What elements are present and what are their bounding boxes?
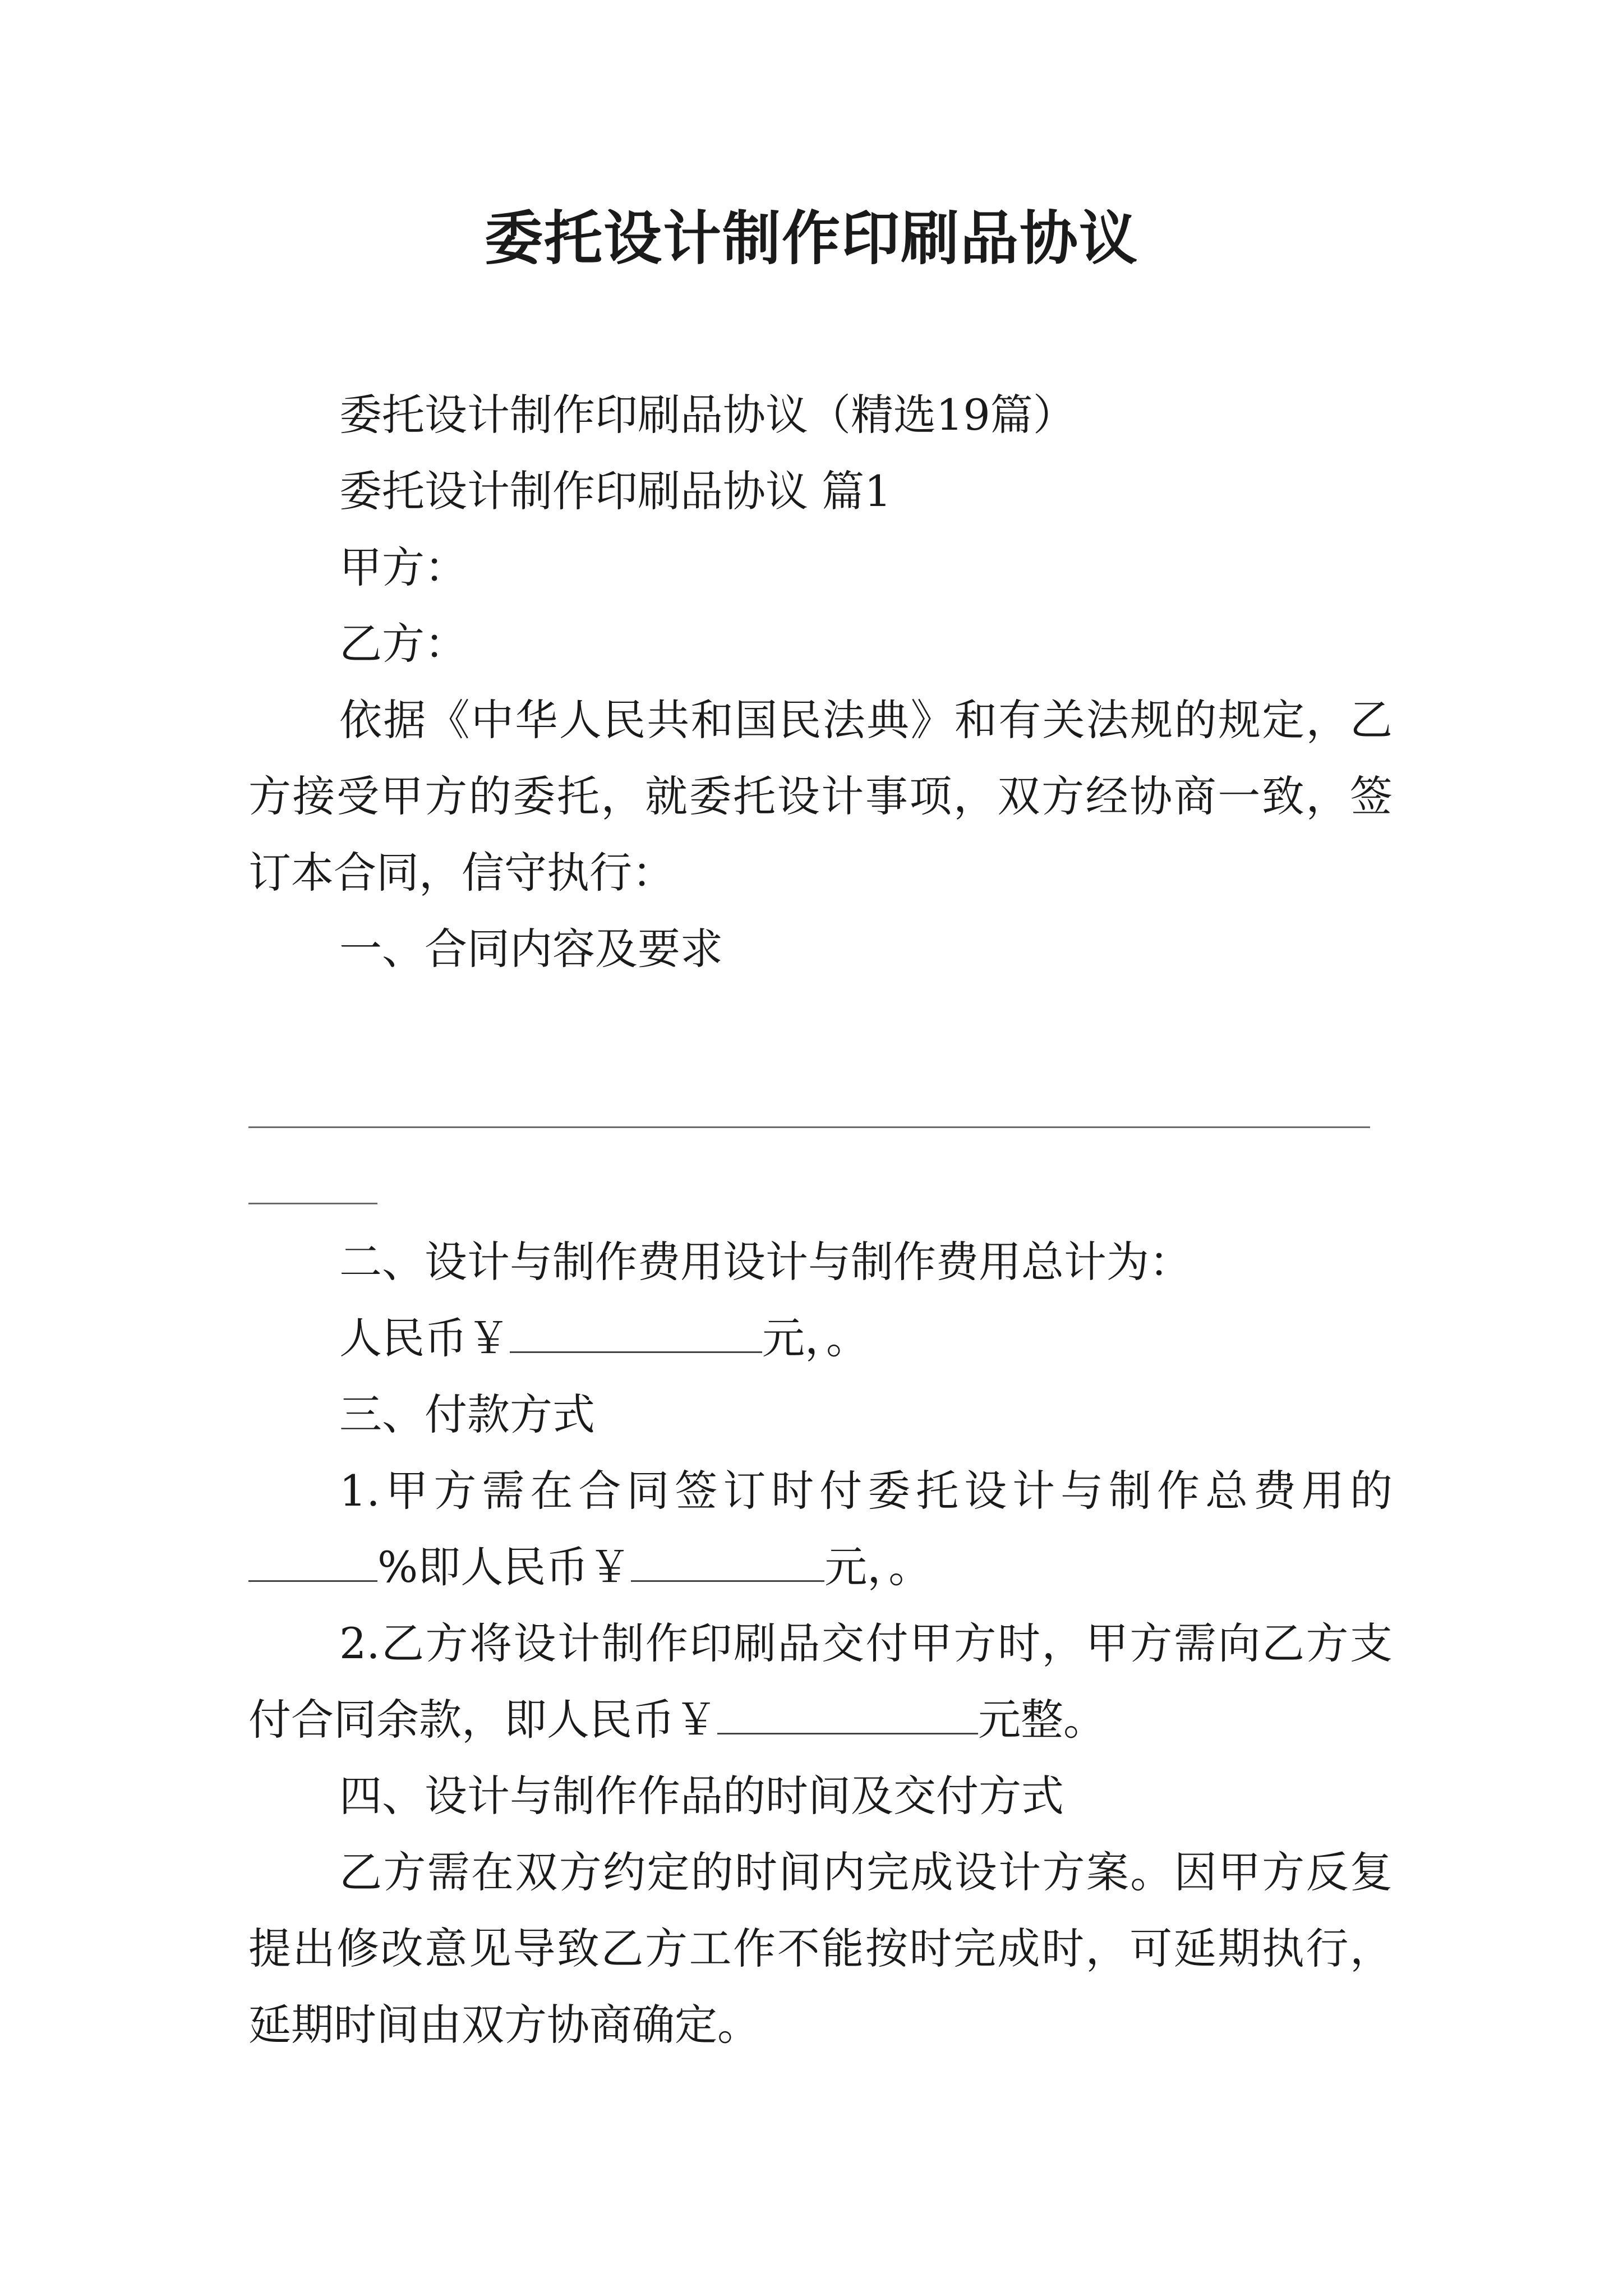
section-1-heading: 一、合同内容及要求 — [339, 924, 723, 974]
party-b-label: 乙方： — [339, 619, 467, 669]
payment-1-amount-line — [248, 1539, 931, 1595]
section-3-heading: 三、付款方式 — [339, 1389, 595, 1439]
percent-blank — [248, 1547, 377, 1582]
intro-paragraph-line: 方接受甲方的委托，就委托设计事项，双方经协商一致，签 — [248, 771, 1393, 821]
payment-2-suffix: 元整。 — [978, 1695, 1106, 1745]
payment-2-amount-blank — [717, 1699, 978, 1734]
payment-1-suffix: 元，。 — [824, 1542, 932, 1592]
fee-line — [339, 1310, 869, 1366]
fill-in-rule — [248, 1126, 1370, 1128]
document-title: 委托设计制作印刷品协议 — [484, 204, 1138, 273]
payment-1-line: 1.甲方需在合同签订时付委托设计与制作总费用的 — [339, 1466, 1393, 1516]
intro-paragraph-line: 订本合同，信守执行： — [248, 848, 675, 898]
section-4-paragraph-line: 提出修改意见导致乙方工作不能按时完成时，可延期执行， — [248, 1924, 1393, 1973]
fill-in-rule — [248, 1203, 377, 1204]
fee-suffix: 元，。 — [762, 1313, 869, 1363]
section-4-paragraph-line: 延期时间由双方协商确定。 — [248, 2000, 760, 2050]
party-a-label: 甲方： — [339, 542, 467, 592]
fee-amount-blank — [510, 1318, 762, 1353]
section-4-paragraph-line: 乙方需在双方约定的时间内完成设计方案。因甲方反复 — [339, 1847, 1393, 1897]
article-heading: 委托设计制作印刷品协议 篇1 — [339, 466, 892, 516]
document-subtitle: 委托设计制作印刷品协议（精选19篇） — [339, 390, 1076, 440]
intro-paragraph-line: 依据《中华人民共和国民法典》和有关法规的规定，乙 — [339, 695, 1393, 745]
payment-2-amount-line — [248, 1692, 1106, 1748]
payment-2-prefix: 付合同余款，即人民币￥ — [248, 1695, 717, 1745]
section-4-heading: 四、设计与制作作品的时间及交付方式 — [339, 1771, 1064, 1821]
payment-1-amount-blank — [631, 1547, 824, 1582]
payment-2-line: 2.乙方将设计制作印刷品交付甲方时，甲方需向乙方支 — [339, 1618, 1393, 1668]
section-2-heading: 二、设计与制作费用设计与制作费用总计为： — [339, 1237, 1192, 1287]
fee-prefix: 人民币￥ — [339, 1313, 510, 1363]
payment-1-mid: %即人民币￥ — [377, 1542, 631, 1592]
